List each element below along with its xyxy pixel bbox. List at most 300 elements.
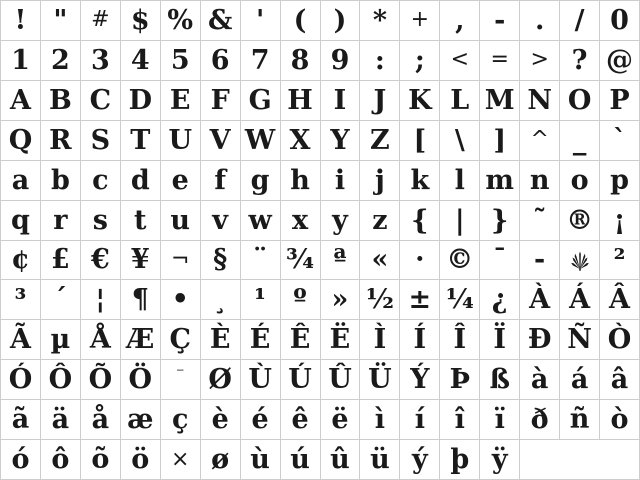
glyph: ! [14, 4, 27, 36]
glyph: ë [331, 404, 349, 436]
glyph: ü [370, 444, 390, 476]
glyph-cell[interactable] [560, 1, 599, 40]
glyph: ¿ [491, 284, 508, 316]
glyph-cell[interactable] [241, 400, 280, 439]
glyph: ¡ [613, 204, 626, 236]
glyph-cell[interactable] [81, 161, 120, 200]
glyph-cell[interactable] [121, 400, 160, 439]
glyph-cell[interactable] [321, 400, 360, 439]
glyph-cell[interactable] [1, 201, 40, 240]
glyph: õ [91, 444, 110, 476]
glyph: ² [613, 244, 626, 276]
glyph-cell[interactable] [321, 161, 360, 200]
glyph: + [410, 7, 430, 33]
glyph-cell[interactable] [321, 360, 360, 399]
glyph-cell[interactable] [281, 161, 320, 200]
glyph-cell[interactable] [480, 400, 519, 439]
glyph-cell[interactable] [480, 280, 519, 319]
glyph-cell[interactable] [201, 320, 240, 359]
glyph-cell[interactable] [360, 201, 399, 240]
glyph: g [250, 164, 270, 196]
glyph: ¶ [131, 284, 149, 316]
glyph: - [494, 4, 506, 36]
glyph-cell[interactable] [560, 41, 599, 80]
glyph: í [414, 404, 425, 436]
glyph: & [207, 4, 233, 36]
glyph-cell[interactable] [41, 400, 80, 439]
glyph: ; [414, 44, 425, 76]
glyph-cell[interactable] [400, 121, 439, 160]
glyph-cell[interactable] [201, 360, 240, 399]
glyph-cell[interactable] [440, 161, 479, 200]
glyph-cell[interactable] [241, 241, 280, 280]
glyph-cell[interactable] [41, 440, 80, 479]
glyph-cell[interactable] [1, 241, 40, 280]
glyph-cell[interactable] [41, 241, 80, 280]
glyph: N [527, 84, 552, 116]
glyph: Ö [128, 364, 153, 396]
glyph-cell[interactable] [41, 320, 80, 359]
glyph-cell[interactable] [281, 241, 320, 280]
glyph: I [333, 84, 347, 116]
glyph-cell[interactable] [41, 201, 80, 240]
glyph: _ [572, 124, 587, 156]
glyph-cell[interactable] [241, 201, 280, 240]
glyph: ê [291, 404, 309, 436]
glyph-cell[interactable] [480, 41, 519, 80]
glyph: G [248, 84, 272, 116]
glyph-cell[interactable] [600, 41, 639, 80]
glyph-cell[interactable] [520, 81, 559, 120]
glyph-cell[interactable] [360, 241, 399, 280]
glyph-cell[interactable] [201, 241, 240, 280]
glyph-cell[interactable] [41, 161, 80, 200]
glyph-cell[interactable] [400, 360, 439, 399]
glyph: Ì [373, 324, 387, 356]
glyph: Ó [8, 364, 33, 396]
glyph-cell[interactable] [440, 400, 479, 439]
glyph: 7 [250, 44, 270, 76]
glyph-cell[interactable] [520, 201, 559, 240]
glyph-cell[interactable] [360, 81, 399, 120]
glyph-cell[interactable] [440, 280, 479, 319]
glyph: þ [450, 444, 470, 476]
glyph-cell[interactable] [121, 440, 160, 479]
glyph-cell[interactable] [121, 161, 160, 200]
glyph-cell[interactable] [321, 280, 360, 319]
glyph: = [490, 47, 509, 73]
glyph-cell[interactable] [281, 440, 320, 479]
glyph-cell[interactable] [360, 280, 399, 319]
glyph: ^ [530, 127, 549, 153]
glyph-cell[interactable] [1, 1, 40, 40]
glyph: v [212, 204, 228, 236]
glyph-cell[interactable] [81, 440, 120, 479]
glyph-cell[interactable] [440, 440, 479, 479]
glyph: i [334, 164, 346, 196]
glyph-cell[interactable] [121, 1, 160, 40]
glyph-cell[interactable] [560, 400, 599, 439]
glyph: © [446, 244, 474, 276]
glyph-cell[interactable] [41, 121, 80, 160]
glyph-cell[interactable] [201, 201, 240, 240]
glyph-cell[interactable] [281, 400, 320, 439]
glyph: Y [330, 124, 350, 156]
glyph-cell[interactable] [281, 41, 320, 80]
glyph-cell[interactable] [281, 201, 320, 240]
glyph-cell[interactable] [241, 1, 280, 40]
glyph: ] [493, 124, 507, 156]
glyph: f [214, 164, 226, 196]
glyph-cell[interactable] [440, 320, 479, 359]
glyph-cell[interactable] [81, 201, 120, 240]
glyph: ¢ [11, 244, 30, 276]
glyph-cell[interactable] [440, 1, 479, 40]
glyph: ¬ [171, 246, 190, 272]
glyph: Ï [493, 324, 507, 356]
glyph: ý [411, 444, 428, 476]
glyph-cell[interactable] [1, 400, 40, 439]
glyph-cell[interactable] [400, 1, 439, 40]
glyph-cell[interactable] [400, 280, 439, 319]
glyph-cell[interactable] [81, 1, 120, 40]
glyph-cell[interactable] [121, 241, 160, 280]
glyph-cell[interactable] [600, 360, 639, 399]
glyph: ` [612, 124, 627, 156]
glyph-cell[interactable] [1, 121, 40, 160]
glyph: § [213, 244, 228, 276]
glyph-cell[interactable] [281, 360, 320, 399]
glyph: y [332, 204, 348, 236]
glyph-cell[interactable] [321, 440, 360, 479]
glyph: · [415, 244, 425, 276]
glyph-cell[interactable] [201, 400, 240, 439]
glyph: Ô [48, 364, 73, 396]
glyph-cell[interactable] [201, 1, 240, 40]
glyph: " [53, 4, 68, 36]
glyph-cell[interactable] [520, 121, 559, 160]
glyph-cell[interactable] [480, 241, 519, 280]
glyph-cell[interactable] [161, 280, 200, 319]
glyph-cell[interactable] [560, 360, 599, 399]
glyph-cell[interactable] [560, 201, 599, 240]
glyph: x [291, 204, 309, 236]
glyph: È [209, 324, 231, 356]
glyph: Õ [88, 364, 113, 396]
glyph: / [574, 4, 585, 36]
glyph-cell[interactable] [480, 320, 519, 359]
glyph-cell[interactable] [241, 81, 280, 120]
glyph: - [534, 244, 546, 276]
glyph-cell[interactable] [520, 161, 559, 200]
glyph-cell-ornament[interactable] [560, 241, 599, 280]
glyph-cell[interactable] [1, 81, 40, 120]
glyph: ¯ [174, 366, 186, 392]
glyph-cell[interactable] [1, 41, 40, 80]
glyph: Ò [607, 324, 632, 356]
glyph-cell[interactable] [520, 320, 559, 359]
glyph: Â [609, 284, 630, 316]
glyph: ¸ [213, 284, 227, 316]
glyph-cell[interactable] [121, 360, 160, 399]
glyph-cell[interactable] [121, 280, 160, 319]
glyph-cell[interactable] [81, 121, 120, 160]
glyph-cell[interactable] [1, 440, 40, 479]
glyph-cell[interactable] [360, 121, 399, 160]
glyph: D [128, 84, 152, 116]
glyph: Ê [289, 324, 311, 356]
glyph-cell[interactable] [161, 121, 200, 160]
glyph-cell[interactable] [440, 360, 479, 399]
glyph: ô [51, 444, 70, 476]
glyph-cell[interactable] [440, 201, 479, 240]
glyph-cell[interactable] [480, 121, 519, 160]
glyph-cell[interactable] [360, 161, 399, 200]
glyph: 2 [51, 44, 70, 76]
glyph: ¥ [130, 244, 150, 276]
glyph-cell[interactable] [480, 1, 519, 40]
glyph-cell[interactable] [321, 1, 360, 40]
glyph-cell[interactable] [560, 320, 599, 359]
glyph-cell[interactable] [321, 241, 360, 280]
glyph-cell[interactable] [600, 320, 639, 359]
glyph: J [373, 84, 387, 116]
glyph: ¹ [254, 284, 266, 316]
glyph-cell[interactable] [400, 320, 439, 359]
glyph: 0 [610, 4, 629, 36]
glyph-cell[interactable] [400, 41, 439, 80]
glyph-cell[interactable] [81, 280, 120, 319]
glyph-cell[interactable] [121, 201, 160, 240]
glyph-cell[interactable] [241, 320, 280, 359]
glyph-cell[interactable] [241, 440, 280, 479]
glyph: á [570, 364, 589, 396]
glyph-cell[interactable] [1, 161, 40, 200]
glyph-cell[interactable] [321, 201, 360, 240]
glyph-cell[interactable] [360, 440, 399, 479]
glyph: Ú [288, 364, 312, 396]
glyph: H [287, 84, 313, 116]
glyph-cell[interactable] [321, 320, 360, 359]
glyph-cell[interactable] [520, 41, 559, 80]
glyph: æ [127, 404, 154, 436]
glyph: º [293, 284, 307, 316]
glyph-cell[interactable] [1, 280, 40, 319]
glyph-cell[interactable] [400, 400, 439, 439]
glyph: T [130, 124, 151, 156]
glyph-cell[interactable] [121, 320, 160, 359]
glyph: p [610, 164, 629, 196]
glyph: 4 [130, 44, 150, 76]
glyph-cell[interactable] [560, 81, 599, 120]
glyph: µ [50, 324, 71, 356]
glyph-cell[interactable] [560, 121, 599, 160]
glyph-cell[interactable] [1, 360, 40, 399]
glyph-cell[interactable] [161, 320, 200, 359]
glyph-cell[interactable] [400, 161, 439, 200]
glyph-cell[interactable] [201, 280, 240, 319]
glyph-cell[interactable] [201, 440, 240, 479]
glyph: • [171, 284, 189, 316]
glyph-cell[interactable] [241, 280, 280, 319]
glyph-cell[interactable] [81, 400, 120, 439]
glyph: r [53, 204, 68, 236]
glyph-cell[interactable] [161, 41, 200, 80]
glyph: è [211, 404, 229, 436]
glyph-cell[interactable] [241, 360, 280, 399]
glyph-cell[interactable] [201, 81, 240, 120]
glyph-cell[interactable] [161, 81, 200, 120]
glyph-cell[interactable] [600, 121, 639, 160]
glyph-cell[interactable] [360, 360, 399, 399]
glyph: $ [130, 4, 150, 36]
glyph-cell[interactable] [520, 1, 559, 40]
glyph: 3 [90, 44, 110, 76]
glyph: ì [374, 404, 386, 436]
glyph-cell[interactable] [121, 41, 160, 80]
glyph: ð [530, 404, 549, 436]
glyph-cell[interactable] [480, 81, 519, 120]
glyph-cell[interactable] [161, 1, 200, 40]
glyph: Î [453, 324, 467, 356]
glyph-cell[interactable] [600, 400, 639, 439]
glyph-cell[interactable] [480, 440, 519, 479]
glyph-cell[interactable] [161, 440, 200, 479]
glyph: ù [250, 444, 270, 476]
glyph-cell[interactable] [600, 201, 639, 240]
glyph: û [330, 444, 350, 476]
glyph: Ü [368, 364, 392, 396]
glyph-cell[interactable] [41, 41, 80, 80]
glyph: ) [333, 4, 347, 36]
glyph-cell[interactable] [360, 1, 399, 40]
glyph-cell[interactable] [41, 81, 80, 120]
glyph-cell[interactable] [600, 241, 639, 280]
glyph: S [90, 124, 111, 156]
glyph-cell[interactable] [281, 121, 320, 160]
glyph-cell[interactable] [400, 81, 439, 120]
glyph: ½ [365, 284, 394, 316]
glyph-cell[interactable] [161, 400, 200, 439]
glyph-cell[interactable] [321, 41, 360, 80]
glyph: ¦ [95, 284, 106, 316]
glyph-cell[interactable] [440, 81, 479, 120]
glyph: . [534, 4, 545, 36]
glyph-cell[interactable] [121, 81, 160, 120]
glyph-cell[interactable] [41, 1, 80, 40]
glyph-cell[interactable] [360, 320, 399, 359]
glyph-cell[interactable] [400, 201, 439, 240]
glyph-cell[interactable] [81, 81, 120, 120]
glyph: ø [211, 444, 230, 476]
glyph-cell[interactable] [41, 360, 80, 399]
glyph-cell[interactable] [1, 320, 40, 359]
glyph: Ë [329, 324, 351, 356]
fleuron-ornament-icon [568, 248, 592, 272]
glyph-cell[interactable] [560, 280, 599, 319]
glyph-cell[interactable] [81, 41, 120, 80]
glyph-cell[interactable] [480, 201, 519, 240]
glyph: « [371, 244, 389, 276]
glyph-cell[interactable] [41, 280, 80, 319]
glyph-cell[interactable] [81, 320, 120, 359]
glyph: É [249, 324, 271, 356]
glyph: z [372, 204, 388, 236]
glyph: î [454, 404, 465, 436]
glyph: 1 [11, 44, 30, 76]
glyph-cell[interactable] [520, 400, 559, 439]
glyph-cell[interactable] [400, 241, 439, 280]
glyph-cell[interactable] [281, 280, 320, 319]
glyph: , [455, 4, 465, 36]
glyph-cell[interactable] [161, 201, 200, 240]
glyph: ò [610, 404, 629, 436]
glyph-cell[interactable] [440, 121, 479, 160]
glyph-cell[interactable] [161, 241, 200, 280]
glyph-cell[interactable] [360, 41, 399, 80]
glyph-cell[interactable] [121, 121, 160, 160]
glyph: * [372, 4, 387, 36]
glyph: Ø [208, 364, 232, 396]
glyph-cell[interactable] [241, 121, 280, 160]
glyph-cell[interactable] [480, 161, 519, 200]
glyph-cell[interactable] [400, 440, 439, 479]
glyph-cell[interactable] [520, 241, 559, 280]
glyph-cell[interactable] [281, 81, 320, 120]
glyph: { [411, 204, 429, 236]
glyph-cell[interactable] [201, 41, 240, 80]
glyph-cell[interactable] [600, 81, 639, 120]
glyph-cell[interactable] [600, 1, 639, 40]
glyph: À [529, 284, 551, 316]
glyph: } [491, 204, 509, 236]
glyph-cell[interactable] [281, 320, 320, 359]
glyph-cell[interactable] [241, 41, 280, 80]
glyph: o [570, 164, 589, 196]
glyph-cell[interactable] [360, 400, 399, 439]
glyph-cell[interactable] [440, 41, 479, 80]
glyph: W [244, 124, 276, 156]
glyph: ä [51, 404, 70, 436]
glyph-cell[interactable] [161, 161, 200, 200]
glyph-cell[interactable] [600, 161, 639, 200]
glyph-cell[interactable] [81, 241, 120, 280]
glyph-cell[interactable] [241, 161, 280, 200]
glyph: # [91, 7, 110, 33]
glyph-cell[interactable] [201, 121, 240, 160]
glyph: ³ [14, 284, 27, 316]
glyph: Ñ [567, 324, 592, 356]
glyph: â [610, 364, 629, 396]
glyph: L [450, 84, 470, 116]
glyph-cell[interactable] [281, 1, 320, 40]
glyph-cell[interactable] [321, 81, 360, 120]
glyph-cell[interactable] [81, 360, 120, 399]
glyph: X [289, 124, 311, 156]
glyph-cell[interactable] [480, 360, 519, 399]
glyph-cell[interactable] [600, 280, 639, 319]
glyph-cell[interactable] [161, 360, 200, 399]
glyph-cell[interactable] [520, 280, 559, 319]
glyph: U [168, 124, 192, 156]
glyph-cell[interactable] [321, 121, 360, 160]
glyph: é [251, 404, 269, 436]
glyph-cell[interactable] [440, 241, 479, 280]
glyph-cell[interactable] [560, 161, 599, 200]
glyph: j [375, 164, 385, 196]
glyph-cell[interactable] [201, 161, 240, 200]
glyph-cell[interactable] [520, 360, 559, 399]
